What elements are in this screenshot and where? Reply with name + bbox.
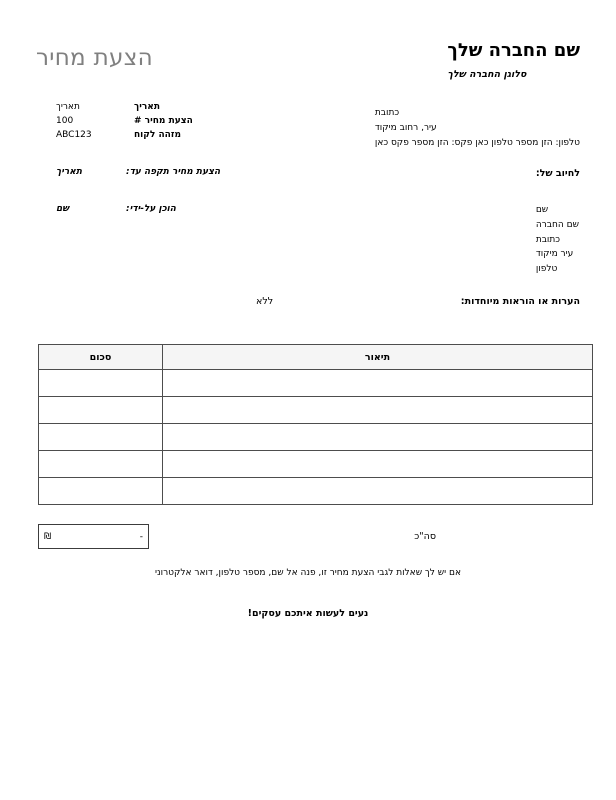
validity-label-valid-until: הצעת מחיר תקפה עד: [126, 167, 221, 177]
validity-row-valid-until [36, 167, 306, 177]
items-table-header-row [39, 345, 593, 370]
address-line-phone-fax: טלפון: הזן מספר טלפון כאן פקס: הזן מספר פקס כאן [374, 137, 580, 148]
items-table [38, 344, 593, 505]
validity-label-prepared-by: הוכן על-ידי: [126, 204, 176, 214]
cell-description[interactable] [163, 424, 593, 451]
validity-block [36, 167, 306, 241]
validity-value-prepared-by[interactable]: שם [56, 204, 70, 214]
document-header [36, 40, 580, 96]
cell-description[interactable] [163, 397, 593, 424]
company-name: שם החברה שלך [447, 40, 580, 61]
column-header-description: תיאור [163, 345, 593, 370]
notes-label: הערות או הוראות מיוחדות: [460, 296, 580, 307]
items-table-head [39, 345, 593, 370]
bill-to-phone[interactable]: טלפון [535, 263, 558, 274]
column-header-amount: סכום [39, 345, 163, 370]
validity-row-prepared-by [36, 204, 306, 214]
table-row [39, 451, 593, 478]
meta-row-date [36, 101, 216, 115]
total-label: סה"כ [414, 531, 436, 542]
meta-row-customer-id [36, 129, 216, 143]
bill-to-address[interactable]: כתובת [535, 234, 561, 245]
notes-block [36, 296, 580, 307]
bill-to-block [536, 166, 580, 276]
meta-row-quote-number [36, 115, 216, 129]
bill-to-company[interactable]: שם החברה [535, 219, 579, 230]
table-row [39, 424, 593, 451]
meta-label-quote-number: הצעת מחיר # [134, 115, 193, 126]
cell-description[interactable] [163, 370, 593, 397]
meta-label-date: תאריך [134, 102, 160, 112]
address-line-city: עיר, רחוב מיקוד [374, 122, 437, 133]
footer-thanks-text: נעים לעשות איתכם עסקים! [247, 608, 369, 620]
cell-amount[interactable] [39, 451, 163, 478]
company-slogan: סלוגן החברה שלך [447, 68, 527, 80]
total-amount-value: - [139, 531, 143, 542]
cell-amount[interactable] [39, 370, 163, 397]
bill-to-city-zip[interactable]: עיר מיקוד [535, 249, 574, 260]
meta-value-customer-id[interactable]: ABC123 [56, 129, 92, 140]
document-footer [36, 566, 580, 619]
bill-to-name[interactable]: שם [535, 205, 549, 216]
notes-value[interactable]: ללא [256, 296, 274, 307]
table-row [39, 478, 593, 505]
cell-description[interactable] [163, 478, 593, 505]
meta-value-quote-number[interactable]: 100 [56, 115, 74, 126]
table-row [39, 370, 593, 397]
bill-to-title: לחיוב של: [535, 168, 580, 179]
cell-amount[interactable] [39, 478, 163, 505]
company-address-block [375, 106, 580, 151]
address-line-street: כתובת [374, 108, 400, 118]
meta-label-customer-id: מזהה לקוח [134, 129, 181, 140]
cell-amount[interactable] [39, 397, 163, 424]
items-table-body [39, 370, 593, 505]
validity-value-valid-until[interactable]: תאריך [56, 167, 82, 177]
quote-meta-block [36, 101, 216, 143]
cell-description[interactable] [163, 451, 593, 478]
currency-symbol-icon: ₪ [44, 531, 52, 542]
total-row [38, 524, 566, 549]
table-row [39, 397, 593, 424]
cell-amount[interactable] [39, 424, 163, 451]
total-amount-box[interactable] [38, 524, 149, 549]
meta-value-date[interactable]: תאריך [56, 102, 80, 112]
footer-contact-text: אם יש לך שאלות לגבי הצעת מחיר זו, פנה אל שם, מספר טלפון, דואר אלקטרוני [155, 568, 461, 578]
page-title: הצעת מחיר [36, 45, 153, 71]
company-brand [447, 40, 580, 80]
